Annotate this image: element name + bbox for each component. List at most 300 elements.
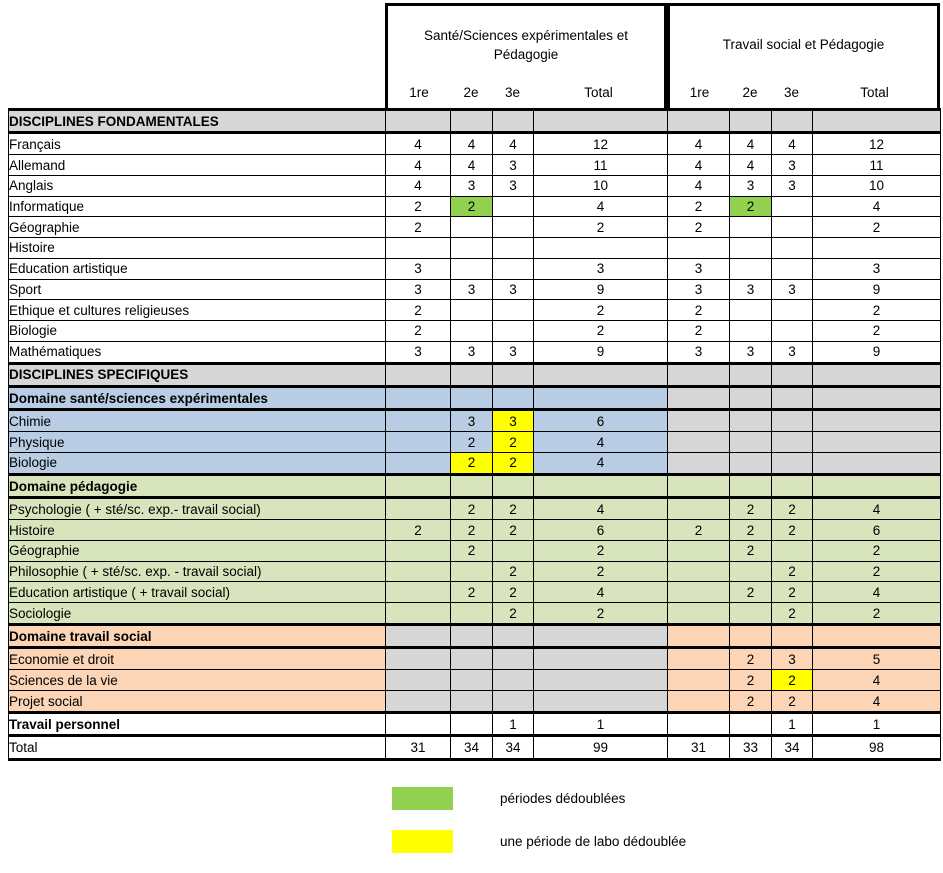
value-cell: [451, 603, 493, 625]
value-cell: [451, 625, 493, 648]
value-cell: [730, 432, 772, 453]
value-cell: [386, 410, 451, 432]
value-cell: 2: [772, 691, 813, 713]
row-label-cell: Histoire: [9, 238, 386, 259]
value-cell: [386, 670, 451, 691]
row-label-cell: Français: [9, 133, 386, 155]
table-row: [9, 691, 941, 713]
row-label-cell: Géographie: [9, 217, 386, 238]
value-cell: 2: [730, 670, 772, 691]
value-cell: 6: [534, 410, 668, 432]
value-cell: [386, 386, 451, 409]
value-cell: [493, 540, 534, 561]
value-cell: 4: [534, 582, 668, 603]
col-label-1re: 1re: [409, 85, 429, 100]
row-label-cell: Philosophie ( + sté/sc. exp. - travail social): [9, 561, 386, 582]
value-cell: 3: [813, 258, 941, 279]
group-header-sante: [385, 3, 667, 108]
value-cell: [772, 300, 813, 321]
value-cell: [386, 648, 451, 670]
value-cell: 4: [386, 176, 451, 197]
col-label-3e: 3e: [504, 85, 521, 100]
value-cell: 4: [451, 155, 493, 176]
value-cell: [772, 320, 813, 341]
value-cell: [386, 432, 451, 453]
value-cell: [451, 363, 493, 386]
value-cell: 4: [813, 691, 941, 713]
value-cell: [668, 498, 730, 520]
value-cell: [772, 452, 813, 474]
row-label-cell: Domaine santé/sciences expérimentales: [9, 386, 386, 409]
value-cell: 2: [668, 320, 730, 341]
value-cell: [813, 386, 941, 409]
value-cell: [386, 238, 451, 259]
value-cell: [534, 648, 668, 670]
value-cell: 3: [386, 258, 451, 279]
value-cell: 2: [451, 540, 493, 561]
value-cell: 2: [730, 691, 772, 713]
value-cell: 2: [493, 432, 534, 453]
value-cell: [451, 110, 493, 133]
value-cell: [451, 217, 493, 238]
value-cell: [493, 258, 534, 279]
table-header: [8, 3, 940, 108]
value-cell: [668, 625, 730, 648]
value-cell: 9: [534, 341, 668, 363]
value-cell: 4: [730, 155, 772, 176]
legend-label-green: périodes dédoublées: [500, 791, 626, 806]
table-row: [9, 452, 941, 474]
row-label-cell: Allemand: [9, 155, 386, 176]
value-cell: 3: [730, 341, 772, 363]
row-label-cell: DISCIPLINES FONDAMENTALES: [9, 110, 386, 133]
value-cell: 2: [386, 217, 451, 238]
value-cell: 4: [813, 670, 941, 691]
value-cell: [772, 110, 813, 133]
value-cell: 2: [813, 300, 941, 321]
value-cell: [813, 363, 941, 386]
value-cell: [730, 300, 772, 321]
value-cell: 4: [534, 498, 668, 520]
row-label-cell: Informatique: [9, 196, 386, 217]
col-label-2e: 2e: [463, 85, 479, 100]
value-cell: [730, 110, 772, 133]
value-cell: 12: [813, 133, 941, 155]
value-cell: 2: [668, 520, 730, 541]
value-cell: 4: [534, 432, 668, 453]
row-label-cell: Domaine travail social: [9, 625, 386, 648]
value-cell: [451, 713, 493, 736]
value-cell: [668, 713, 730, 736]
value-cell: 3: [386, 341, 451, 363]
table-row: [9, 363, 941, 386]
value-cell: 2: [813, 540, 941, 561]
value-cell: [730, 386, 772, 409]
value-cell: [668, 670, 730, 691]
table-row: [9, 603, 941, 625]
value-cell: 2: [730, 540, 772, 561]
value-cell: [772, 238, 813, 259]
value-cell: 9: [813, 341, 941, 363]
value-cell: 1: [813, 713, 941, 736]
value-cell: 33: [730, 736, 772, 760]
col-label-3e: 3e: [783, 85, 800, 100]
value-cell: 99: [534, 736, 668, 760]
value-cell: [386, 452, 451, 474]
value-cell: [534, 691, 668, 713]
table-row: [9, 670, 941, 691]
legend-row-yellow: [392, 830, 686, 853]
value-cell: 2: [813, 320, 941, 341]
value-cell: 3: [668, 341, 730, 363]
table-row: [9, 258, 941, 279]
value-cell: 6: [813, 520, 941, 541]
value-cell: [772, 386, 813, 409]
value-cell: [772, 196, 813, 217]
value-cell: [451, 386, 493, 409]
value-cell: 2: [730, 196, 772, 217]
row-label-cell: Travail personnel: [9, 713, 386, 736]
table-row: [9, 625, 941, 648]
header-spacer: [8, 3, 385, 108]
value-cell: 2: [730, 648, 772, 670]
value-cell: 4: [668, 133, 730, 155]
row-label-cell: Education artistique: [9, 258, 386, 279]
group-cols-travail-social: [670, 85, 937, 108]
value-cell: [534, 474, 668, 497]
value-cell: [772, 432, 813, 453]
value-cell: [668, 561, 730, 582]
value-cell: 3: [772, 341, 813, 363]
group-header-travail-social: [667, 3, 940, 108]
value-cell: [493, 363, 534, 386]
value-cell: [668, 582, 730, 603]
row-label-cell: Domaine pédagogie: [9, 474, 386, 497]
col-label-2e: 2e: [742, 85, 758, 100]
value-cell: 2: [386, 300, 451, 321]
value-cell: [386, 603, 451, 625]
value-cell: [534, 110, 668, 133]
value-cell: [386, 498, 451, 520]
value-cell: 2: [451, 582, 493, 603]
col-label-total: Total: [584, 85, 613, 100]
value-cell: 2: [493, 603, 534, 625]
value-cell: 3: [534, 258, 668, 279]
legend-label-yellow: une période de labo dédoublée: [500, 834, 687, 849]
value-cell: [730, 320, 772, 341]
value-cell: [668, 386, 730, 409]
value-cell: 34: [451, 736, 493, 760]
value-cell: 4: [493, 133, 534, 155]
value-cell: [451, 648, 493, 670]
value-cell: [813, 238, 941, 259]
value-cell: 2: [451, 520, 493, 541]
table-row: [9, 582, 941, 603]
value-cell: 2: [668, 217, 730, 238]
value-cell: [730, 603, 772, 625]
row-label-cell: Anglais: [9, 176, 386, 197]
value-cell: 3: [493, 155, 534, 176]
value-cell: [386, 625, 451, 648]
value-cell: 3: [668, 279, 730, 300]
value-cell: 2: [772, 561, 813, 582]
value-cell: [493, 670, 534, 691]
value-cell: [668, 410, 730, 432]
value-cell: [386, 474, 451, 497]
value-cell: 2: [451, 196, 493, 217]
value-cell: [668, 648, 730, 670]
value-cell: 34: [493, 736, 534, 760]
value-cell: [493, 386, 534, 409]
value-cell: [386, 713, 451, 736]
value-cell: 3: [451, 176, 493, 197]
value-cell: [813, 625, 941, 648]
row-label-cell: DISCIPLINES SPECIFIQUES: [9, 363, 386, 386]
table-row: [9, 540, 941, 561]
value-cell: 2: [451, 498, 493, 520]
value-cell: 3: [730, 279, 772, 300]
value-cell: 5: [813, 648, 941, 670]
table-row: [9, 341, 941, 363]
value-cell: 3: [772, 279, 813, 300]
value-cell: 2: [730, 520, 772, 541]
table-row: [9, 432, 941, 453]
row-label-cell: Histoire: [9, 520, 386, 541]
value-cell: 2: [534, 603, 668, 625]
value-cell: [730, 258, 772, 279]
value-cell: [813, 410, 941, 432]
value-cell: [386, 363, 451, 386]
value-cell: [451, 691, 493, 713]
value-cell: [493, 196, 534, 217]
value-cell: 2: [772, 670, 813, 691]
value-cell: [730, 474, 772, 497]
value-cell: 4: [730, 133, 772, 155]
table-row: [9, 196, 941, 217]
value-cell: 3: [730, 176, 772, 197]
value-cell: [386, 110, 451, 133]
col-label-1re: 1re: [689, 85, 710, 100]
value-cell: [451, 238, 493, 259]
value-cell: [813, 110, 941, 133]
value-cell: 4: [668, 176, 730, 197]
value-cell: 2: [772, 520, 813, 541]
value-cell: 98: [813, 736, 941, 760]
row-label-cell: Mathématiques: [9, 341, 386, 363]
value-cell: 2: [493, 498, 534, 520]
row-label-cell: Biologie: [9, 452, 386, 474]
value-cell: [668, 474, 730, 497]
value-cell: 10: [813, 176, 941, 197]
value-cell: 11: [534, 155, 668, 176]
value-cell: [772, 410, 813, 432]
value-cell: 2: [730, 582, 772, 603]
value-cell: 3: [493, 279, 534, 300]
green-swatch: [392, 787, 453, 810]
value-cell: 1: [493, 713, 534, 736]
value-cell: [493, 691, 534, 713]
value-cell: 2: [668, 300, 730, 321]
table-row: [9, 320, 941, 341]
value-cell: [451, 670, 493, 691]
row-label-cell: Economie et droit: [9, 648, 386, 670]
table-row: [9, 561, 941, 582]
value-cell: 3: [386, 279, 451, 300]
value-cell: [493, 648, 534, 670]
table-row: [9, 713, 941, 736]
value-cell: 3: [493, 410, 534, 432]
value-cell: 3: [451, 279, 493, 300]
value-cell: [493, 300, 534, 321]
value-cell: [668, 540, 730, 561]
value-cell: 4: [534, 452, 668, 474]
value-cell: 2: [386, 196, 451, 217]
value-cell: 4: [534, 196, 668, 217]
value-cell: [668, 363, 730, 386]
value-cell: [451, 561, 493, 582]
value-cell: [386, 561, 451, 582]
value-cell: [534, 625, 668, 648]
legend: [392, 787, 686, 873]
value-cell: 2: [493, 561, 534, 582]
value-cell: [730, 363, 772, 386]
value-cell: [730, 561, 772, 582]
table-row: [9, 300, 941, 321]
value-cell: [386, 691, 451, 713]
value-cell: 4: [451, 133, 493, 155]
value-cell: [772, 217, 813, 238]
value-cell: 4: [813, 498, 941, 520]
table-row: [9, 474, 941, 497]
value-cell: [668, 432, 730, 453]
value-cell: [493, 238, 534, 259]
table-row: [9, 498, 941, 520]
value-cell: [493, 625, 534, 648]
value-cell: 2: [813, 603, 941, 625]
value-cell: [668, 603, 730, 625]
row-label-cell: Education artistique ( + travail social): [9, 582, 386, 603]
value-cell: 2: [668, 196, 730, 217]
value-cell: 2: [493, 520, 534, 541]
value-cell: 4: [813, 196, 941, 217]
table-row: [9, 410, 941, 432]
value-cell: [493, 217, 534, 238]
value-cell: 2: [493, 452, 534, 474]
yellow-swatch: [392, 830, 453, 853]
value-cell: 3: [668, 258, 730, 279]
row-label-cell: Projet social: [9, 691, 386, 713]
value-cell: 9: [813, 279, 941, 300]
row-label-cell: Ethique et cultures religieuses: [9, 300, 386, 321]
value-cell: [772, 474, 813, 497]
row-label-cell: Psychologie ( + sté/sc. exp.- travail social): [9, 498, 386, 520]
legend-row-green: [392, 787, 686, 810]
value-cell: [730, 217, 772, 238]
value-cell: [772, 540, 813, 561]
value-cell: 3: [493, 176, 534, 197]
value-cell: [534, 363, 668, 386]
value-cell: 2: [772, 498, 813, 520]
row-label-cell: Chimie: [9, 410, 386, 432]
table-row: [9, 217, 941, 238]
value-cell: 2: [451, 432, 493, 453]
value-cell: 2: [534, 217, 668, 238]
row-label-cell: Sciences de la vie: [9, 670, 386, 691]
value-cell: [668, 691, 730, 713]
table-row: [9, 386, 941, 409]
value-cell: 9: [534, 279, 668, 300]
row-label-cell: Géographie: [9, 540, 386, 561]
value-cell: 2: [730, 498, 772, 520]
value-cell: 4: [386, 133, 451, 155]
value-cell: [493, 474, 534, 497]
table-row: [9, 155, 941, 176]
value-cell: [730, 713, 772, 736]
table-row: [9, 279, 941, 300]
value-cell: 3: [451, 410, 493, 432]
value-cell: 3: [493, 341, 534, 363]
value-cell: 1: [534, 713, 668, 736]
value-cell: 10: [534, 176, 668, 197]
value-cell: 2: [534, 540, 668, 561]
value-cell: 31: [668, 736, 730, 760]
value-cell: 6: [534, 520, 668, 541]
value-cell: 4: [386, 155, 451, 176]
table-row: [9, 238, 941, 259]
group-cols-sante: [388, 85, 664, 108]
value-cell: [813, 474, 941, 497]
value-cell: 2: [813, 217, 941, 238]
value-cell: 3: [772, 155, 813, 176]
value-cell: [451, 320, 493, 341]
value-cell: [534, 238, 668, 259]
row-label-cell: Sport: [9, 279, 386, 300]
group-title-sante: Santé/Sciences expérimentales et Pédagogie: [423, 27, 629, 62]
value-cell: 3: [451, 341, 493, 363]
row-label-cell: Biologie: [9, 320, 386, 341]
table-row: [9, 176, 941, 197]
value-cell: 4: [772, 133, 813, 155]
value-cell: [772, 625, 813, 648]
value-cell: 11: [813, 155, 941, 176]
value-cell: 3: [772, 648, 813, 670]
value-cell: [730, 625, 772, 648]
value-cell: 34: [772, 736, 813, 760]
value-cell: [772, 363, 813, 386]
value-cell: [451, 300, 493, 321]
value-cell: [668, 452, 730, 474]
table-row: [9, 110, 941, 133]
value-cell: 2: [534, 561, 668, 582]
value-cell: [730, 238, 772, 259]
value-cell: 31: [386, 736, 451, 760]
row-label-cell: Physique: [9, 432, 386, 453]
value-cell: [730, 452, 772, 474]
table-row: [9, 520, 941, 541]
value-cell: 4: [668, 155, 730, 176]
value-cell: 2: [534, 300, 668, 321]
value-cell: [493, 110, 534, 133]
value-cell: [386, 582, 451, 603]
value-cell: 2: [493, 582, 534, 603]
value-cell: 3: [772, 176, 813, 197]
value-cell: [534, 386, 668, 409]
table-row: [9, 736, 941, 760]
value-cell: 12: [534, 133, 668, 155]
group-title-travail-social: Travail social et Pédagogie: [722, 37, 885, 53]
value-cell: [813, 432, 941, 453]
row-label-cell: Sociologie: [9, 603, 386, 625]
